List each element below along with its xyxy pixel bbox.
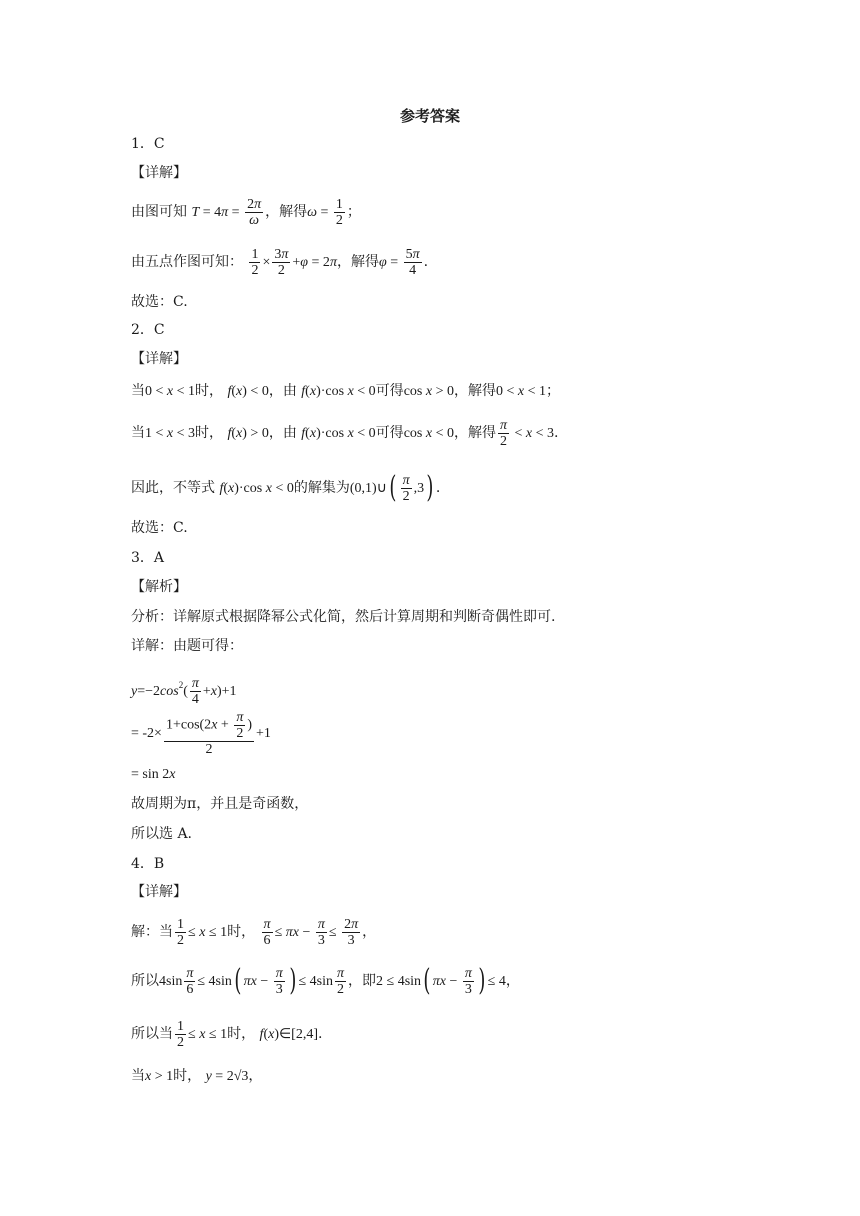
q1-line2-mid: ，解得	[336, 254, 379, 270]
q2-line3-text: 因此，不等式	[131, 480, 215, 496]
q4-line4-end: ，	[248, 1068, 263, 1084]
q4-line4: 当x > 1时， y = 2√3，	[131, 1068, 263, 1084]
q2-solve-2: ，解得	[453, 425, 496, 441]
q1-line2: 由五点作图可知： $\frac{1}{2}$ × $\frac{3\pi}{2}$ +φ = 2π，解得φ = $\frac{5\pi}{4}$ .	[131, 246, 429, 278]
q4-number: 4．B	[131, 856, 165, 872]
q1-line2-text: 由五点作图可知：	[131, 254, 243, 270]
q2-line1-end: ；	[546, 383, 561, 399]
q4-line3: 所以当 $\frac{1}{2}$ ≤ x ≤ 1时， f(x)∈[2,4].	[131, 1018, 323, 1050]
q2-comma-2: ，由	[268, 425, 297, 441]
q1-line1-mid: ，解得	[265, 204, 308, 220]
q3-conclusion-1: 故周期为π，并且是奇函数，	[131, 796, 309, 812]
q2-comma: ，由	[268, 383, 297, 399]
q3-analysis: 分析：详解原式根据降幂公式化简，然后计算周期和判断奇偶性即可.	[131, 609, 556, 625]
q2-get: 可得	[375, 383, 404, 399]
q1-number: 1．C	[131, 136, 165, 152]
q4-line3-end: .	[318, 1026, 323, 1042]
q1-line1-end: ；	[346, 204, 361, 220]
q3-heading: 【解析】	[131, 579, 187, 595]
q2-solve: ，解得	[453, 383, 496, 399]
q4-line2: 所以4sin $\frac{\pi}{6}$ ≤ 4sin( πx − $\frac{\pi}{3}$ ) ≤ 4sin $\frac{\pi}{2}$ ，即2 ≤ 4sin( πx − $\frac{\pi}{3}$ ) ≤ 4，	[131, 963, 520, 998]
q1-conclusion: 故选：C.	[131, 294, 188, 310]
q2-line2: 当1 < x < 3时， f(x) > 0，由 f(x)·cos x < 0可得cos x < 0，解得 $\frac{\pi}{2}$ < x < 3.	[131, 417, 559, 449]
q4-line1-time: 时，	[227, 924, 256, 940]
q4-line2-text: 所以	[131, 973, 159, 989]
q2-when: 当	[131, 383, 145, 399]
q2-get-2: 可得	[375, 425, 404, 441]
q1-line1-text: 由图可知	[131, 204, 187, 220]
q4-line1-end: ，	[362, 924, 377, 940]
q3-conclusion-2: 所以选 A.	[131, 826, 193, 842]
page-title: 参考答案	[399, 107, 460, 125]
q3-eq3: = sin 2x	[131, 767, 176, 782]
q4-line3-text: 所以当	[131, 1026, 173, 1042]
q4-heading: 【详解】	[131, 884, 187, 900]
q2-line1: 当0 < x < 1时， f(x) < 0，由 f(x)·cos x < 0可得cos x > 0，解得0 < x < 1；	[131, 383, 561, 399]
q4-line1: 解：当 $\frac{1}{2}$ ≤ x ≤ 1时， $\frac{\pi}{6}$ ≤ πx − $\frac{\pi}{3}$ ≤ $\frac{2\pi}{3}$ ，	[131, 916, 377, 948]
q2-time: 时，	[195, 383, 224, 399]
q2-heading: 【详解】	[131, 351, 187, 367]
q3-detail: 详解：由题可得：	[131, 638, 243, 654]
q1-heading: 【详解】	[131, 165, 187, 181]
q3-number: 3．A	[131, 550, 165, 566]
q2-line3-mid: 的解集为	[293, 480, 350, 496]
q2-line2-end: .	[554, 425, 559, 441]
q2-conclusion: 故选：C.	[131, 520, 188, 536]
q1-period-formula: T	[191, 205, 200, 220]
q4-line3-time: 时，	[227, 1026, 256, 1042]
q1-line1: 由图可知 T = 4π = $\frac{2\pi}{\omega}$ ，解得ω = $\frac{1}{2}$ ；	[131, 196, 361, 228]
q2-line3: 因此，不等式 f(x)·cos x < 0的解集为(0,1)∪( $\frac{\pi}{2}$ ,3) .	[131, 470, 441, 505]
q2-time-2: 时，	[195, 425, 224, 441]
q3-eq2: = -2× 1+cos(2x + $\frac{\pi}{2}$ ) 2 +1	[131, 709, 271, 757]
q3-eq1: $y=-2\cos^2$( $\frac{\pi}{4}$ +x)+1	[131, 675, 237, 707]
q4-line2-end: ，	[505, 973, 520, 989]
q4-line4-time: 时，	[173, 1068, 202, 1084]
q1-line2-end: .	[423, 254, 429, 270]
q2-line3-end: .	[435, 480, 441, 496]
q4-line4-text: 当	[131, 1068, 145, 1084]
q2-number: 2．C	[131, 322, 165, 338]
q4-line2-mid: ，即	[348, 973, 377, 989]
q4-line1-text: 解：当	[131, 924, 173, 940]
q2-when-2: 当	[131, 425, 145, 441]
